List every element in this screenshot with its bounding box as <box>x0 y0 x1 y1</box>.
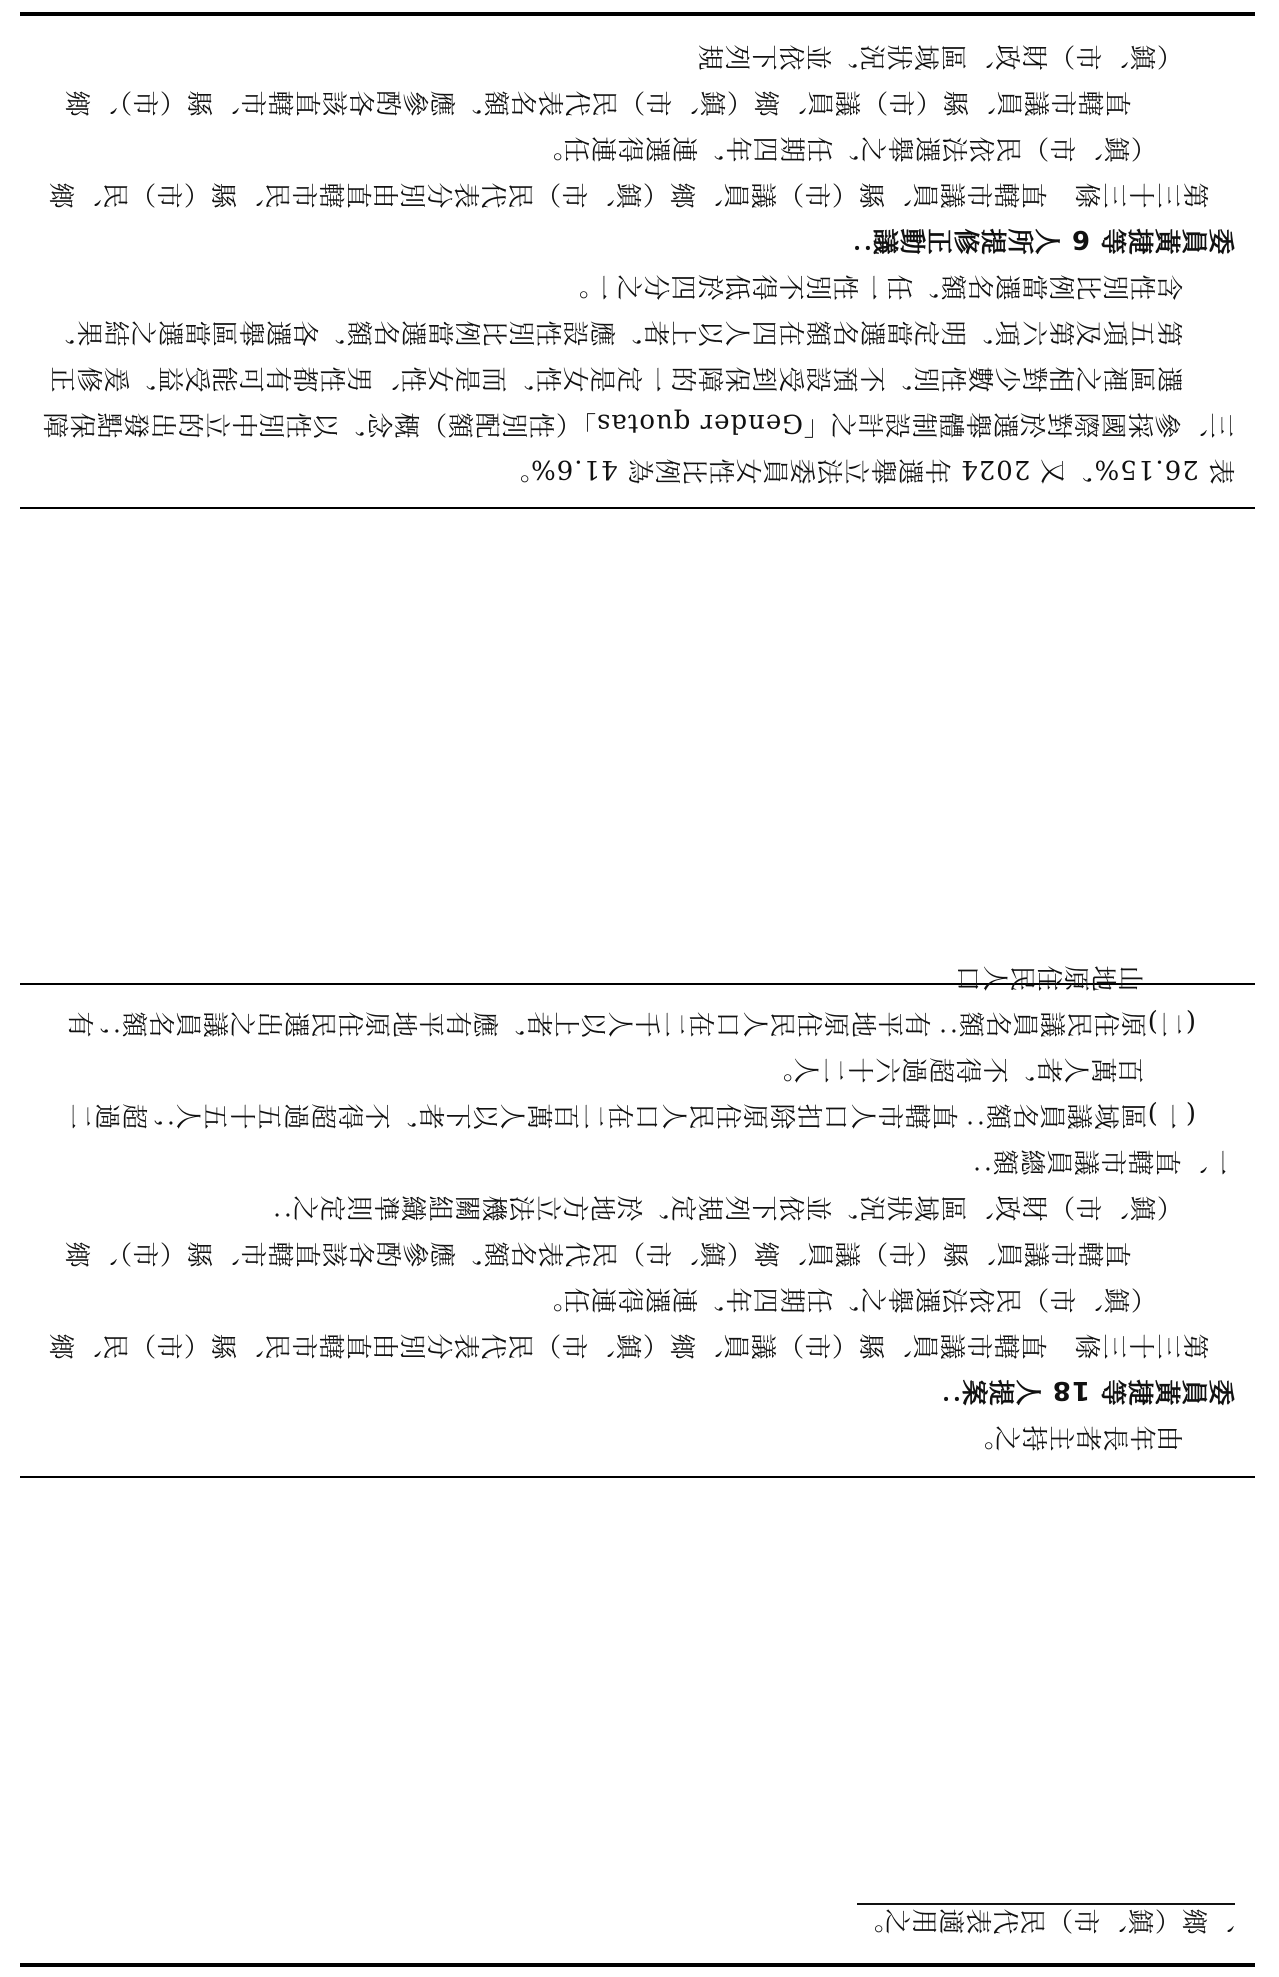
page-b-para-1: 由年長者主持之。 <box>967 1421 1183 1451</box>
page-a-article-label: 第三十三條 <box>1074 178 1209 208</box>
page-b <box>20 961 1255 1475</box>
page-b-item-1-2: (二)原住民議員名額：有平地原住民人口在二千人以上者，應有平地原住民選出之議員名額；有山地原住民人口 <box>66 961 1196 1037</box>
page-b-item-1-1: (一)區域議員名額：直轄市人口扣除原住民人口在二百萬人以下者，不得超過五十五人；超過二百萬人者，不得超過六十二人。 <box>66 1053 1196 1129</box>
page-b-para-2: 直轄市議員、縣（市）議員、鄉（鎮、市）民代表名額，應參酌各該直轄市、縣（市）、鄉（鎮、市）財政、區域狀況，並依下列規定，於地方立法機關組織準則定之： <box>64 1191 1183 1267</box>
page-b-article-label: 第三十三條 <box>1074 1329 1209 1359</box>
page-b-text <box>20 961 1255 1475</box>
page-a <box>20 18 1255 508</box>
page-a-para-2: 三、參採國際對於選舉體制設計之「Gender quotas」（性別配額）概念，以性別中立的出發點保障選區裡之相對少數性別，不預設受到保障的一定是女性，而是女性、男性都有可能受益，爰修正第五項及第六項，明定當選名額在四人以上者，應設性別比例當選名額，各選舉區當選之結果，含性別比例當選名額，任一性別不得低於四分之一。 <box>42 270 1235 438</box>
page-b-heading: 委員黃捷等 18 人提案： <box>933 1375 1235 1405</box>
page-a-article-text: 直轄市議員、縣（市）議員、鄉（鎮、市）民代表分別由直轄市民、縣（市）民、鄉（鎮、市）民依法選舉之，任期四年，連選得連任。 <box>48 132 1157 208</box>
page-b-article <box>40 1275 1235 1367</box>
top-rule <box>20 12 1255 16</box>
page-c-text <box>20 1478 1255 1958</box>
bottom-rule <box>20 1963 1255 1967</box>
page-b-item-1: 一、直轄市議員總額： <box>965 1145 1235 1175</box>
page-a-para-1: 表 26.15%，又 2024 年選舉立法委員女性比例為 41.6%。 <box>503 454 1235 484</box>
page-c <box>20 1478 1255 1958</box>
page-a-text <box>20 18 1255 508</box>
page-c-para-1: 、鄉（鎮、市）民代表適用之。 <box>857 1904 1235 1934</box>
page-a-heading: 委員黃捷等 6 人所提修正動議： <box>844 224 1235 254</box>
page-a-article <box>40 124 1235 216</box>
page-a-para-3: 直轄市議員、縣（市）議員、鄉（鎮、市）民代表名額，應參酌各該直轄市、縣（市）、鄉（鎮、市）財政、區域狀況，並依下列規 <box>64 40 1183 116</box>
rule-a-b-1 <box>20 507 1255 509</box>
page-b-article-text: 直轄市議員、縣（市）議員、鄉（鎮、市）民代表分別由直轄市民、縣（市）民、鄉（鎮、市）民依法選舉之，任期四年，連選得連任。 <box>48 1283 1157 1359</box>
